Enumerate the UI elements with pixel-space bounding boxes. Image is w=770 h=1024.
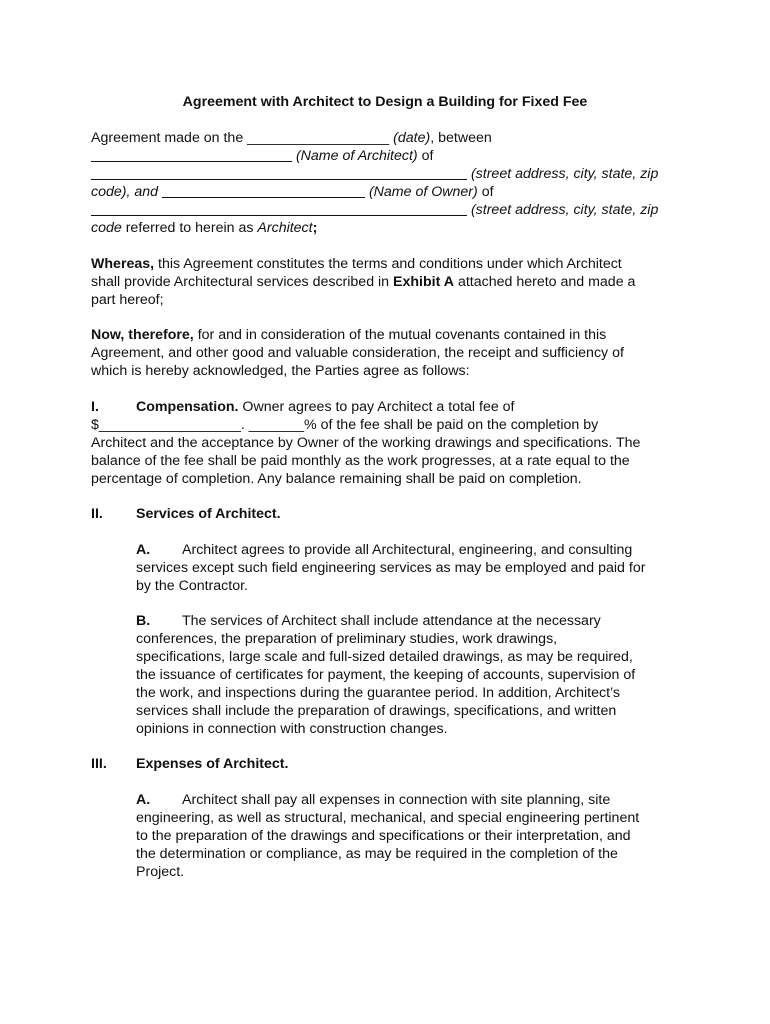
section-1-text: Owner agrees to pay Architect a total fee of <box>238 399 515 415</box>
section-1-line-5: percentage of completion. Any balance remaining shall be paid on completion. <box>91 471 582 487</box>
section-1-line-3: Architect and the acceptance by Owner of the working drawings and specifications. The <box>91 435 641 451</box>
now-therefore-line-3: which is hereby acknowledged, the Parties agree as follows: <box>91 363 470 379</box>
section-2b-line-6: services shall include the preparation of drawings, specifications, and written <box>136 703 617 719</box>
section-3a-line-2: engineering, as well as structural, mechanical, and special engineering pertinent <box>136 810 640 826</box>
owner-address-label: (street address, city, state, zip <box>467 202 659 218</box>
section-2b-line-1 <box>136 612 601 630</box>
section-3-heading <box>136 755 288 773</box>
section-2-number <box>91 505 103 523</box>
section-3a-line-4: the determination or compliance, as may be required in the completion of the <box>136 846 618 862</box>
subsection-label: A. <box>136 792 151 808</box>
section-1-line-4: balance of the fee shall be paid monthly as the work progresses, at a rate equal to the <box>91 453 630 469</box>
date-label: (date) <box>389 130 431 146</box>
architect-name-blank <box>91 147 292 162</box>
section-3a-line-5: Project. <box>136 864 185 880</box>
section-number: III. <box>91 756 107 772</box>
owner-name-label: (Name of Owner) <box>365 184 478 200</box>
section-2a-line-3: by the Contractor. <box>136 578 248 594</box>
semicolon: ; <box>312 220 318 236</box>
subsection-label: B. <box>136 613 151 629</box>
zip-code-label: code), and <box>91 184 162 200</box>
architect-term: Architect <box>257 220 313 236</box>
preamble-line-1 <box>91 129 492 147</box>
preamble-text: referred to herein as <box>121 220 258 236</box>
owner-name-blank <box>162 183 365 198</box>
section-2b-line-4: the issuance of certificates for payment, the keeping of accounts, supervision of <box>136 667 636 683</box>
whereas-text: shall provide Architectural services described in <box>91 274 394 290</box>
preamble-text: , between <box>430 130 492 146</box>
preamble-line-4 <box>91 183 494 201</box>
date-blank: __________________ <box>247 130 390 146</box>
section-heading: Services of Architect. <box>136 506 281 522</box>
section-2b-line-5: the work, and inspections during the guarantee period. In addition, Architect’s <box>136 685 620 701</box>
section-heading: Expenses of Architect. <box>136 756 289 772</box>
preamble-text: of <box>417 148 434 164</box>
preamble-text: Agreement made on the <box>91 130 248 146</box>
section-1-line-1 <box>136 398 515 416</box>
section-3a-line-3: to the preparation of the drawings and specifications or their interpretation, and <box>136 828 631 844</box>
architect-address-blank <box>91 165 467 180</box>
whereas-text: this Agreement constitutes the terms and conditions under which Architect <box>154 256 622 272</box>
now-therefore-line-1 <box>91 326 606 344</box>
now-therefore-line-2: Agreement, and other good and valuable consideration, the receipt and sufficiency of <box>91 345 624 361</box>
whereas-text: attached hereto and made a <box>454 274 636 290</box>
architect-name-label: (Name of Architect) <box>292 148 418 164</box>
whereas-line-1 <box>91 255 622 273</box>
preamble-line-3 <box>91 165 658 183</box>
section-2-heading <box>136 505 281 523</box>
section-2a-line-2: services except such field engineering services as may be employed and paid for <box>136 560 646 576</box>
section-1-number <box>91 398 99 416</box>
section-2b-line-3: specifications, large scale and full-sized detailed drawings, as may be required, <box>136 649 633 665</box>
exhibit-a-ref: Exhibit A <box>393 274 454 290</box>
zip-code-label: code <box>91 220 122 236</box>
subsection-text: Architect shall pay all expenses in connection with site planning, site <box>182 792 611 808</box>
section-number: II. <box>91 506 103 522</box>
document-title: Agreement with Architect to Design a Building for Fixed Fee <box>182 94 588 110</box>
whereas-line-2 <box>91 273 635 291</box>
section-1-line-2: $__________________. _______% of the fee shall be paid on the completion by <box>91 417 599 433</box>
section-2b-line-7: opinions in connection with construction changes. <box>136 721 448 737</box>
now-therefore-label: Now, therefore, <box>91 327 194 343</box>
whereas-label: Whereas, <box>91 256 155 272</box>
section-1-heading: Compensation. <box>136 399 239 415</box>
preamble-text: of <box>477 184 494 200</box>
subsection-text: Architect agrees to provide all Architectural, engineering, and consulting <box>182 542 633 558</box>
whereas-line-3: part hereof; <box>91 292 164 308</box>
section-2a-line-1 <box>136 541 632 559</box>
section-3-number <box>91 755 107 773</box>
architect-address-label: (street address, city, state, zip <box>467 166 659 182</box>
now-therefore-text: for and in consideration of the mutual covenants contained in this <box>193 327 607 343</box>
preamble-line-6 <box>91 219 317 237</box>
preamble-line-5 <box>91 201 658 219</box>
section-2b-line-2: conferences, the preparation of preliminary studies, work drawings, <box>136 631 558 647</box>
preamble-line-2 <box>91 147 433 165</box>
owner-address-blank <box>91 201 467 216</box>
section-number: I. <box>91 399 99 415</box>
subsection-text: The services of Architect shall include attendance at the necessary <box>182 613 601 629</box>
subsection-label: A. <box>136 542 151 558</box>
section-3a-line-1 <box>136 791 610 809</box>
